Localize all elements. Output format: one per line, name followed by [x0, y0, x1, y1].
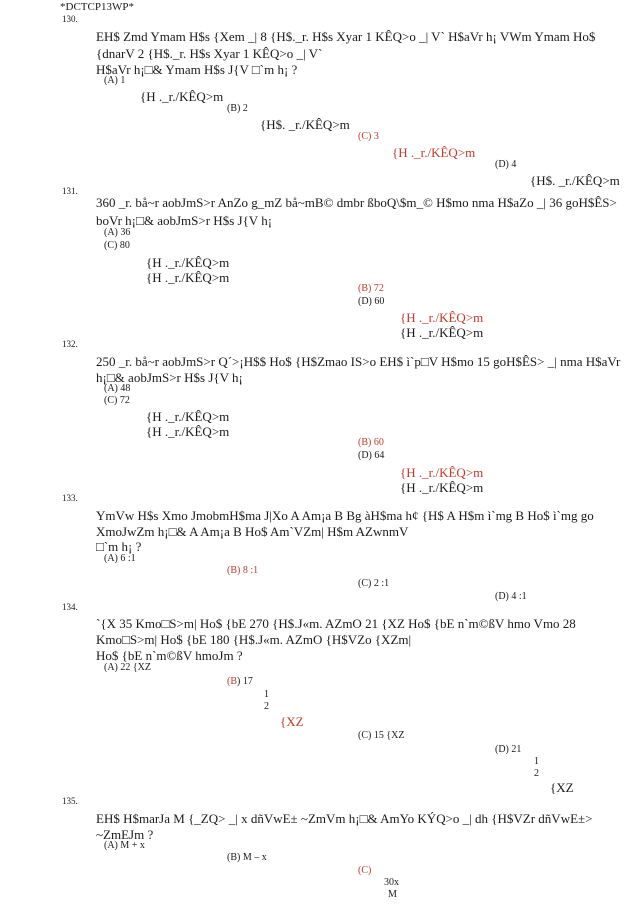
question-134-option-a: (A) 22 {XZ [104, 662, 152, 673]
question-130-option-c: (C) 3 [358, 131, 379, 142]
question-134-option-b-letter: (B [227, 676, 237, 687]
question-134-text-line-3: Ho$ {bE n`m©ßV hmoJm ? [96, 648, 243, 663]
question-132-text-line-2: h¡□& aobJmS>r H$s J{V h¡ [96, 370, 243, 385]
question-132-option-d: (D) 64 [358, 450, 385, 461]
question-131-option-b: (B) 72 [358, 283, 384, 294]
question-131-option-d: (D) 60 [358, 296, 385, 307]
question-130-option-b-value: {H$. _r./KÊQ>m [260, 117, 350, 132]
question-133-text-line-2: XmoJwZm h¡□& A Am¡a B Ho$ Am`VZm| H$m AZwnmV [96, 524, 409, 539]
question-135-text-line-2: ~ZmEJm ? [96, 827, 154, 842]
question-134-text-line-2: Kmo□S>m| Ho$ {bE 180 {H$.J«m. AZmO {H$VZo {XZm| [96, 632, 412, 647]
question-133-option-b: (B) 8 :1 [227, 565, 259, 576]
page-header: *DCTCP13WP* [60, 1, 134, 13]
question-134-text-line-1: `{X 35 Kmo□S>m| Ho$ {bE 270 {H$.J«m. AZmO 21 {XZ Ho$ {bE n`m©ßV hmo Vmo 28 [96, 616, 576, 631]
question-135-option-c-fraction-denominator: M [388, 889, 397, 900]
question-132-option-c: (C) 72 [104, 395, 130, 406]
question-133-option-d: (D) 4 :1 [495, 591, 527, 602]
question-135-option-a: (A) M + x [104, 840, 145, 851]
question-134-option-c: (C) 15 {XZ [358, 730, 405, 741]
question-132-option-a-value: {H ._r./KÊQ>m [146, 409, 230, 424]
question-133-option-a: (A) 6 :1 [104, 553, 136, 564]
question-135-option-c-fraction-numerator: 30x [384, 877, 399, 888]
question-132-text-line-1: 250 _r. bå~r aobJmS>r Q´>¡H$$ Ho$ {H$Zmao IS>o EH$ ì`p□V H$mo 15 goH$ÊS> _| nma H$aVr [96, 354, 621, 369]
question-134-option-d-fraction-numerator: 1 [534, 756, 539, 767]
question-132-option-a: (A) 48 [104, 383, 131, 394]
question-130-option-c-value: {H ._r./KÊQ>m [392, 145, 476, 160]
question-130-text-line-3: H$aVr h¡□& Ymam H$s J{V □`m h¡ ? [96, 62, 298, 77]
question-134-option-b-fraction-numerator: 1 [264, 689, 269, 700]
question-130-option-a: (A) 1 [104, 75, 126, 86]
question-131-option-d-value: {H ._r./KÊQ>m [400, 325, 484, 340]
question-134-number: 134. [62, 602, 78, 612]
question-130-option-d-value: {H$. _r./KÊQ>m [530, 173, 620, 188]
question-131-option-c: (C) 80 [104, 240, 130, 251]
question-130-option-d: (D) 4 [495, 159, 517, 170]
question-131-text-line-2: boVr h¡□& aobJmS>r H$s J{V h¡ [96, 213, 273, 228]
question-133-text-line-3: □`m h¡ ? [96, 539, 142, 554]
question-134-option-b [227, 677, 253, 687]
question-134-option-d-fraction-denominator: 2 [534, 768, 539, 779]
question-132-option-d-value: {H ._r./KÊQ>m [400, 480, 484, 495]
question-133-number: 133. [62, 493, 78, 503]
question-135-option-c: (C) [358, 865, 372, 876]
question-130-text-line-1: EH$ Zmd Ymam H$s {Xem _| 8 {H$._r. H$s Xyar 1 KÊQ>o _| V` H$aVr h¡ VWm Ymam Ho$ [96, 29, 596, 44]
question-132-option-c-value: {H ._r./KÊQ>m [146, 424, 230, 439]
question-135-text-line-1: EH$ H$marJa M {_ZQ> _| x dñVwE± ~ZmVm h¡□& AmYo KÝQ>o _| dh {H$VZr dñVwE±> [96, 811, 593, 826]
question-135-option-b: (B) M – x [227, 852, 267, 863]
question-134-option-d: (D) 21 [495, 744, 522, 755]
question-133-option-c: (C) 2 :1 [358, 578, 390, 589]
question-135-number: 135. [62, 796, 78, 806]
question-133-text-line-1: YmVw H$s Xmo JmobmH$ma J|Xo A Am¡a B Bg àH$ma h¢ {H$ A H$m ì`mg B Ho$ ì`mg go [96, 508, 594, 523]
question-131-option-b-value: {H ._r./KÊQ>m [400, 310, 484, 325]
question-130-option-b: (B) 2 [227, 103, 248, 114]
question-130-text-line-2: {dnarV 2 {H$._r. H$s Xyar 1 KÊQ>o _| V` [96, 46, 323, 61]
question-131-text-line-1: 360 _r. bå~r aobJmS>r AnZo g_mZ bå~mB© dmbr ßboQ\$m_© H$mo nma H$aZo _| 36 goH$ÊS> [96, 195, 617, 210]
question-131-option-a-value: {H ._r./KÊQ>m [146, 255, 230, 270]
question-132-option-b-value: {H ._r./KÊQ>m [400, 465, 484, 480]
question-130-option-a-value: {H ._r./KÊQ>m [140, 89, 224, 104]
question-134-option-d-unit: {XZ [550, 780, 574, 795]
question-131-option-a: (A) 36 [104, 227, 131, 238]
question-131-number: 131. [62, 186, 78, 196]
question-132-number: 132. [62, 339, 78, 349]
question-134-option-b-rest: ) 17 [237, 676, 253, 687]
question-130-number: 130. [62, 14, 78, 24]
question-134-option-b-unit: {XZ [280, 714, 304, 729]
question-131-option-c-value: {H ._r./KÊQ>m [146, 270, 230, 285]
question-134-option-b-fraction-denominator: 2 [264, 701, 269, 712]
question-132-option-b: (B) 60 [358, 437, 384, 448]
